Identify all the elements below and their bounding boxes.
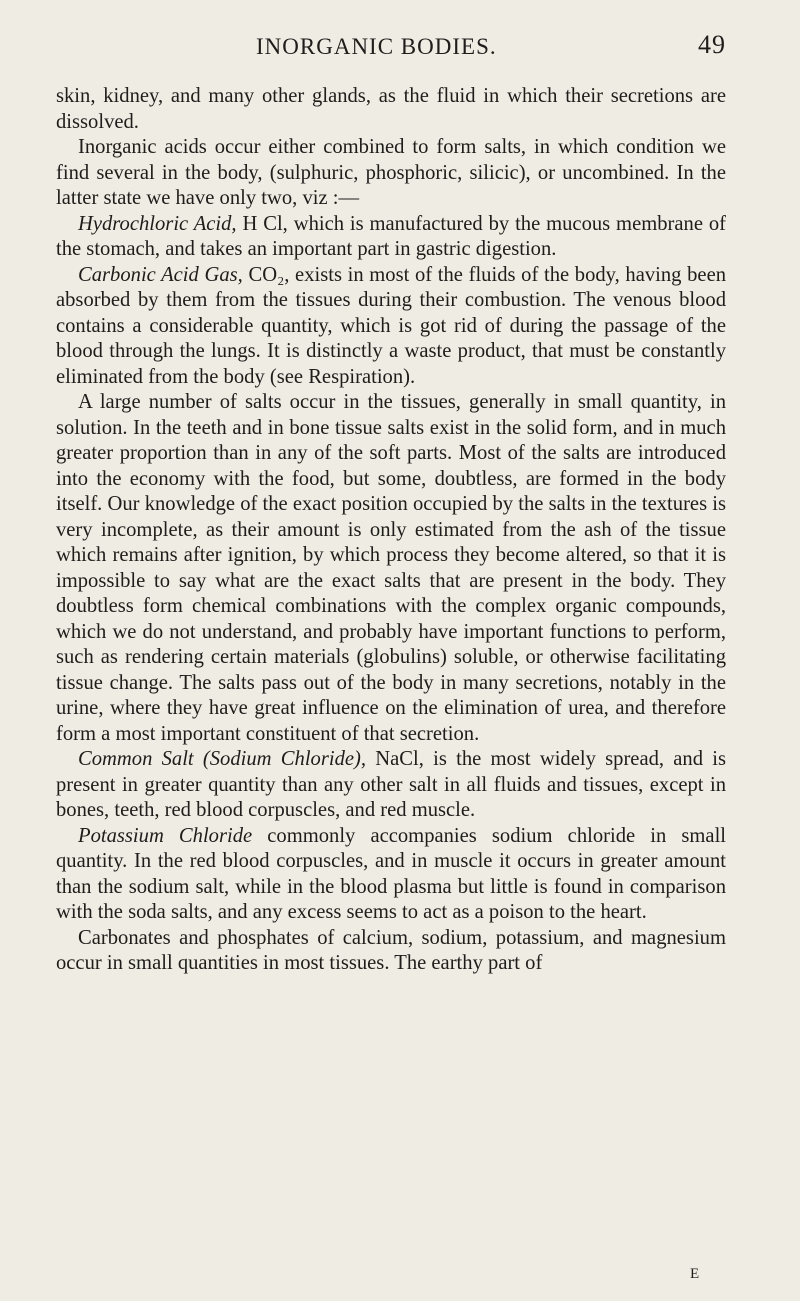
paragraph-common-salt: Common Salt (Sodium Chloride), NaCl, is the most widely spread, and is present in greater quantity than any other salt in all fluids and tissues, except in bones, teeth, red blood corpuscles, and red muscle. bbox=[56, 748, 726, 821]
page-number: 49 bbox=[698, 30, 726, 59]
paragraph-carbonates: Carbonates and phosphates of calcium, sodium, potassium, and magnesium occur in small quantities in most tissues. The earthy part of bbox=[56, 926, 726, 974]
paragraph-carbonic-acid: Carbonic Acid Gas, CO₂, exists in most of the fluids of the body, having been absorbed by them from the tissues during their combustion. The venous blood contains a considerable quantity, which is got rid of during the passage of the blood through the lungs. It is distinctly a waste product, that must be constantly eliminated from the body (see Respiration). bbox=[56, 263, 727, 388]
paragraph-potassium-chloride: Potassium Chloride commonly accompanies sodium chloride in small quantity. In the red blood corpuscles, and in muscle it occurs in greater amount than the sodium salt, while in the blood plasma but little is found in comparison with the soda salts, and any excess seems to act as a poison to the heart. bbox=[56, 824, 727, 923]
paragraph-continued: skin, kidney, and many other glands, as the fluid in which their secretions are dissolved. bbox=[56, 85, 726, 133]
signature-mark: E bbox=[690, 1266, 700, 1282]
term-heading: Hydrochloric Acid, bbox=[78, 212, 237, 235]
body-text bbox=[56, 84, 726, 977]
paragraph-inorganic-acids: Inorganic acids occur either combined to form salts, in which condition we find several in the body, (sulphuric, phosphoric, silicic), or uncombined. In the latter state we have only two, viz :— bbox=[56, 136, 726, 209]
paragraph-salts: A large number of salts occur in the tissues, generally in small quantity, in solution. In the teeth and in bone tissue salts exist in the solid form, and in much greater proportion than in any of the soft parts. Most of the salts are introduced into the economy with the food, but some, doubtless, are formed in the body itself. Our knowledge of the exact position occupied by the salts in the textures is very incomplete, as their amount is only estimated from the ash of the tissue which remains after ignition, by which process they become altered, so that it is impossible to say what are the exact salts that are present in the body. They doubtless form chemical combinations with the complex organic compounds, which we do not understand, and probably have important functions to perform, such as rendering certain materials (globulins) soluble, or otherwise facilitating tissue change. The salts pass out of the body in many secretions, notably in the urine, where they have great influence on the elimination of urea, and therefore form a most important constituent of that secretion. bbox=[56, 391, 726, 745]
term-heading: Carbonic Acid Gas, bbox=[78, 263, 243, 286]
running-title: INORGANIC BODIES. bbox=[256, 34, 497, 59]
term-heading: Potassium Chloride bbox=[78, 824, 253, 847]
term-heading: Common Salt (Sodium Chloride), bbox=[78, 748, 367, 770]
running-head bbox=[256, 30, 726, 64]
paragraph-hydrochloric-acid: Hydrochloric Acid, H Cl, which is manufactured by the mucous membrane of the stomach, and takes an important part in gastric digestion. bbox=[56, 212, 726, 260]
